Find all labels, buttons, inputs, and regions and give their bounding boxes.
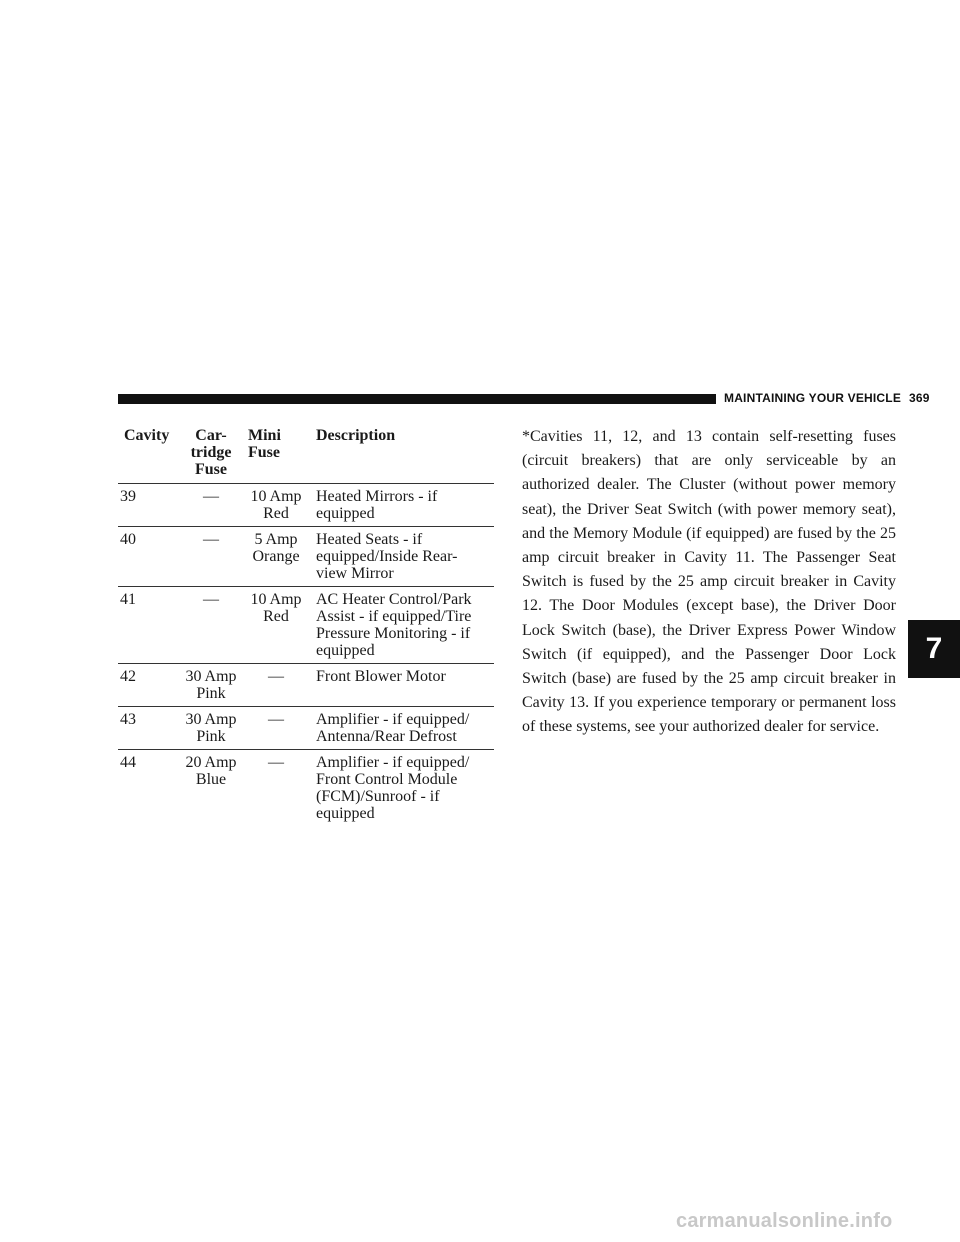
cartridge-fuse-text: Pink <box>196 728 226 745</box>
cartridge-fuse-text: — <box>203 531 219 548</box>
cell-cavity: 39 <box>118 484 176 527</box>
watermark: carmanualsonline.info <box>676 1210 893 1232</box>
header-cavity: Cavity <box>118 424 176 484</box>
cell-description <box>306 527 494 587</box>
description-line: equipped <box>316 805 375 822</box>
fuse-table-body <box>118 484 494 827</box>
mini-fuse-text: Orange <box>252 548 300 565</box>
description-line: Antenna/Rear Defrost <box>316 728 457 745</box>
cell-cartridge-fuse <box>176 707 242 750</box>
cartridge-fuse-text: Pink <box>196 685 226 702</box>
cell-cartridge-fuse <box>176 484 242 527</box>
page-number: 369 <box>909 391 930 405</box>
cell-cavity: 43 <box>118 707 176 750</box>
description-line: view Mirror <box>316 565 394 582</box>
cell-cavity: 41 <box>118 587 176 664</box>
cell-description <box>306 750 494 827</box>
table-row <box>118 484 494 527</box>
mini-fuse-text: — <box>268 711 284 728</box>
header-cartridge-line2: tridge <box>190 444 232 461</box>
cell-cavity: 42 <box>118 664 176 707</box>
cartridge-fuse-text: 20 Amp <box>185 754 237 771</box>
cell-description <box>306 664 494 707</box>
fuse-table <box>118 424 494 826</box>
header-description: Description <box>306 424 494 484</box>
cell-description <box>306 707 494 750</box>
cell-mini-fuse <box>242 750 306 827</box>
description-line: AC Heater Control/Park <box>316 591 472 608</box>
cartridge-fuse-text: Blue <box>195 771 227 788</box>
cell-mini-fuse <box>242 484 306 527</box>
cell-mini-fuse <box>242 707 306 750</box>
mini-fuse-text: Red <box>263 608 289 625</box>
cartridge-fuse-text: — <box>203 591 219 608</box>
header-mini-fuse <box>242 424 306 484</box>
cell-cavity: 44 <box>120 754 136 771</box>
cell-mini-fuse <box>242 527 306 587</box>
table-row <box>118 707 494 750</box>
description-line: equipped <box>316 642 375 659</box>
circuit-breaker-note: *Cavities 11, 12, and 13 contain self-resetting fuses (circuit breakers) that are only serviceable by an authorized dealer. The Cluster (without power memory seat), the Driver Seat Switch (with power memory seat), and the Memory Module (if equipped) are fused by the 25 amp circuit breaker in Cavity 11. The Passenger Seat Switch is fused by the 25 amp circuit breaker in Cavity 12. The Door Modules (except base), the Driver Door Lock Switch (base), the Driver Express Power Window Switch (if equipped), and the Passenger Door Lock Switch (base) are fused by the 25 amp circuit breaker in Cavity 13. If you experience temporary or permanent loss of these systems, see your authorized dealer for service. <box>522 428 896 736</box>
table-row <box>118 527 494 587</box>
mini-fuse-text: 10 Amp <box>250 488 302 505</box>
cartridge-fuse-text: 30 Amp <box>185 711 237 728</box>
cell-cartridge-fuse <box>176 587 242 664</box>
description-line: Amplifier - if equipped/ <box>316 754 470 771</box>
header-mini-line2: Fuse <box>248 444 280 461</box>
header-mini-line1: Mini <box>248 427 281 444</box>
table-row <box>118 587 494 664</box>
description-line: equipped <box>316 505 375 522</box>
description-line: Pressure Monitoring - if <box>316 625 471 642</box>
cartridge-fuse-text: 30 Amp <box>185 668 237 685</box>
cell-cartridge-fuse <box>176 527 242 587</box>
section-title: MAINTAINING YOUR VEHICLE <box>724 391 902 405</box>
description-line: Front Control Module <box>316 771 458 788</box>
description-line: Heated Mirrors - if <box>316 488 438 505</box>
cell-cartridge-fuse <box>176 750 242 827</box>
fuse-table-header-row <box>118 424 494 484</box>
description-line: equipped/Inside Rear- <box>316 548 458 565</box>
cell-description <box>306 484 494 527</box>
cell-mini-fuse <box>242 587 306 664</box>
running-head <box>716 391 930 405</box>
description-line: Front Blower Motor <box>316 668 446 685</box>
cartridge-fuse-text: — <box>203 488 219 505</box>
mini-fuse-text: — <box>268 754 284 771</box>
description-line: Heated Seats - if <box>316 531 423 548</box>
mini-fuse-text: 10 Amp <box>250 591 302 608</box>
cell-cavity: 40 <box>118 527 176 587</box>
cell-description <box>306 587 494 664</box>
cell-cartridge-fuse <box>176 664 242 707</box>
description-line: Amplifier - if equipped/ <box>316 711 470 728</box>
mini-fuse-text: — <box>268 668 284 685</box>
header-cartridge-line3: Fuse <box>195 461 227 478</box>
header-cartridge-fuse <box>176 424 242 484</box>
chapter-tab: 7 <box>908 620 960 678</box>
table-row <box>118 664 494 707</box>
header-cartridge-line1: Car- <box>195 427 227 444</box>
table-row <box>118 750 494 827</box>
description-line: Assist - if equipped/Tire <box>316 608 472 625</box>
mini-fuse-text: 5 Amp <box>254 531 298 548</box>
description-line: (FCM)/Sunroof - if <box>316 788 440 805</box>
cell-mini-fuse <box>242 664 306 707</box>
mini-fuse-text: Red <box>263 505 289 522</box>
